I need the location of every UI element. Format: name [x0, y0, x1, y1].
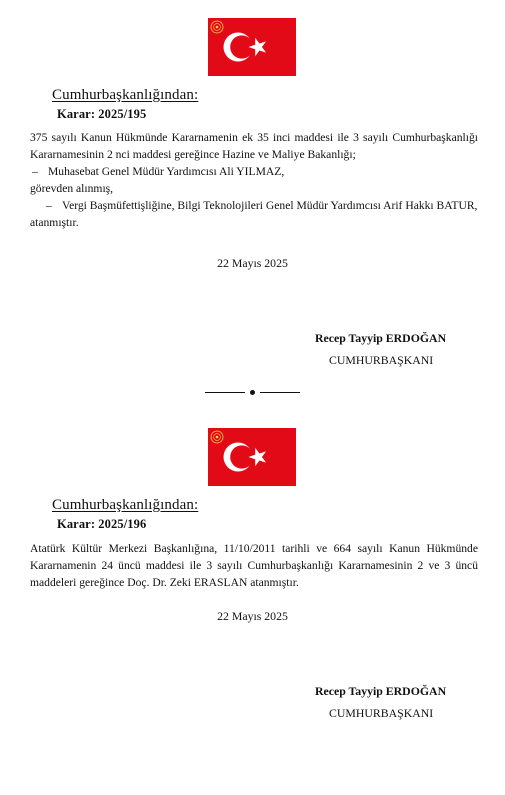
separator-dot-icon: [250, 390, 255, 395]
decision-date: 22 Mayıs 2025: [217, 256, 288, 270]
decision-number: Karar: 2025/196: [57, 517, 147, 531]
list-item-text: Vergi Başmüfettişliğine, Bilgi Teknolojileri Genel Müdür Yardımcısı Arif Hakkı BATUR,: [62, 199, 478, 212]
list-item: [30, 163, 478, 180]
flag-graphic: [208, 428, 296, 486]
decision-body: [30, 129, 478, 231]
separator-line: [205, 392, 245, 393]
intro-paragraph: 375 sayılı Kanun Hükmünde Kararnamenin ek 35 inci maddesi ile 3 sayılı Cumhurbaşkanlığı Kararnamesinin 2 nci maddesi gereğince Hazine ve Maliye Bakanlığı;: [30, 131, 478, 161]
appointment-text: atanmıştır.: [30, 216, 79, 229]
turkish-flag-icon: [208, 428, 296, 486]
dismissal-text: görevden alınmış,: [30, 182, 114, 195]
signer-name: Recep Tayyip ERDOĞAN: [315, 684, 447, 698]
signer-name: Recep Tayyip ERDOĞAN: [315, 331, 447, 345]
dash-marker: –: [32, 165, 38, 178]
signer-title: CUMHURBAŞKANI: [329, 706, 434, 720]
list-item-text: Muhasebat Genel Müdür Yardımcısı Ali YILMAZ,: [48, 165, 285, 178]
dash-marker: –: [46, 199, 52, 212]
section-separator: [205, 388, 300, 398]
issuer-heading: Cumhurbaşkanlığından:: [52, 497, 199, 513]
decision-number: Karar: 2025/195: [57, 107, 147, 121]
decision-body: [30, 540, 478, 591]
signer-title: CUMHURBAŞKANI: [329, 353, 434, 367]
decision-date: 22 Mayıs 2025: [217, 609, 288, 623]
issuer-heading: Cumhurbaşkanlığından:: [52, 87, 199, 103]
list-item: [30, 197, 478, 214]
body-paragraph: Atatürk Kültür Merkezi Başkanlığına, 11/10/2011 tarihli ve 664 sayılı Kanun Hükmünde Kararnamenin 24 üncü maddesi ile 3 sayılı Cumhurbaşkanlığı Kararnamesinin 2 ve 3 üncü maddeleri gereğince Doç. Dr. Zeki ERASLAN atanmıştır.: [30, 542, 478, 589]
flag-graphic: [208, 18, 296, 76]
turkish-flag-icon: [208, 18, 296, 76]
separator-line: [260, 392, 300, 393]
